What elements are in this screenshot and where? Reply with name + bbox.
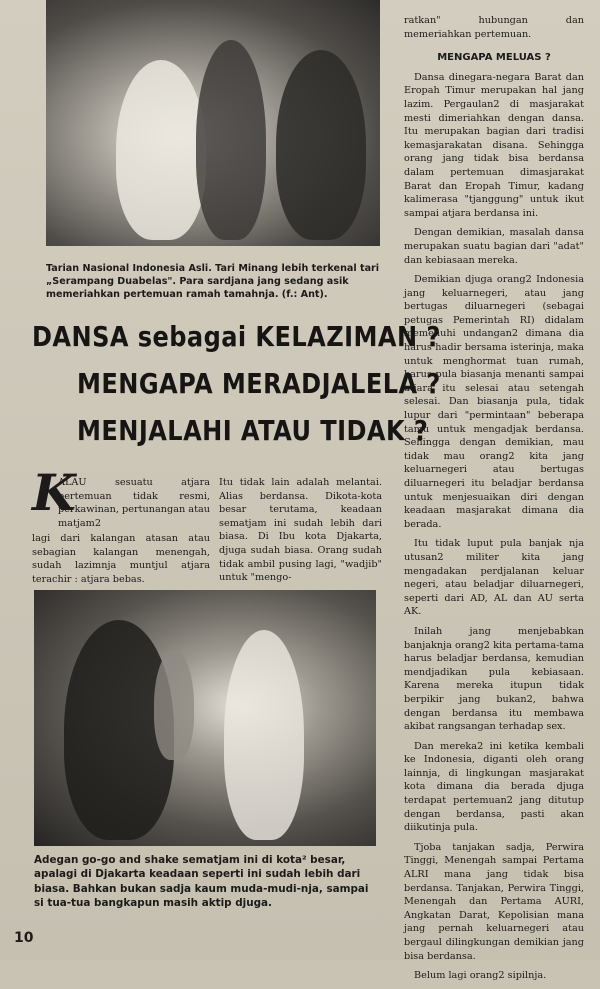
page-number: 10 — [14, 930, 34, 946]
paragraph: Tjoba tanjakan sadja, Perwira Tinggi, Menengah sampai Pertama ALRI mana jang tidak bisa berdansa. Tanjakan, Perwira Tinggi, Menengah dan Pertama AURI, Angkatan Darat, Kepolisian mana jang pernah keluarnegeri atau bergaul dilingkungan demikian jang bisa berdansa. — [404, 841, 584, 962]
headline-line-2: MENGAPA MERADJALELA ? — [77, 367, 441, 400]
paragraph: Dengan demikian, masalah dansa merupakan suatu bagian dari "adat" dan kebiasaan mereka. — [404, 227, 584, 266]
paragraph: Itu tidak luput pula banjak nja utusan2 militer kita jang mengadakan perdjalanan keluar negeri, atau beladjar diluarnegeri, seperti dari AD, AL dan AU serta AK. — [404, 538, 584, 618]
article-lead-rest: lagi dari kalangan atasan atau sebagian kalangan menengah, sudah lazimnja muntjul atjara terachir : atjara bebas. — [32, 533, 210, 585]
section-subhead: MENGAPA MELUAS ? — [437, 52, 551, 64]
dance-photo-bottom — [34, 590, 376, 846]
article-lead-first: ALAU sesuatu atjara pertemuan tidak resmi, perkawinan, pertunangan atau matjam2 — [58, 477, 210, 529]
drop-cap: K — [32, 463, 76, 522]
dance-photo-top — [46, 0, 380, 246]
paragraph: Belum lagi orang2 sipilnja. — [414, 970, 547, 982]
article-middle-column: Itu tidak lain adalah melantai. Alias berdansa. Dikota-kota besar terutama, keadaan sematjam ini sudah lebih dari biasa. Di Ibu kota Djakarta, djuga sudah biasa. Orang sudah tidak ambil pusing lagi, "wadjib" untuk "mengo- — [219, 477, 382, 584]
paragraph: Dansa dinegara-negara Barat dan Eropah Timur merupakan hal jang lazim. Pergaulan2 di masjarakat mesti dimeriahkan dengan dansa. Itu merupakan bagian dari tradisi kemasjarakatan disana. Sehingga orang jang tidak bisa berdansa dalam pertemuan dimasjarakat Barat dan Eropah Timur, kadang kalimerasa "tjanggung" untuk ikut sampai atjara berdansa ini. — [404, 71, 584, 219]
headline-line-1: DANSA sebagai KELAZIMAN ? — [32, 320, 441, 353]
paragraph: Inilah jang menjebabkan banjaknja orang2 kita pertama-tama harus beladjar berdansa, kemudian mendjadikan pula kebiasaan. Karena mereka itupun tidak berpikir jang bukan2, bahwa dengan berdansa itu membawa akibat rangsangan terhadap sex. — [404, 625, 584, 733]
headline-line-3: MENJALAHI ATAU TIDAK ? — [77, 414, 429, 447]
photo-bottom-caption: Adegan go-go and shake sematjam ini di kota² besar, apalagi di Djakarta keadaan seperti ini sudah lebih dari biasa. Bahkan bukan sadja kaum muda-mudi-nja, sampai si tua-tua bangkapun masih aktip djuga. — [34, 854, 369, 910]
right-column-lead: ratkan" hubungan dan memeriahkan pertemuan. — [404, 15, 584, 40]
photo-top-caption: Tarian Nasional Indonesia Asli. Tari Minang lebih terkenal tari „Serampang Duabelas". Para sardjana jang sedang asik memeriahkan pertemuan ramah tamahnja. (f.: Ant). — [46, 263, 380, 300]
paragraph: Demikian djuga orang2 Indonesia jang keluarnegeri, atau jang bertugas diluarnegeri (sebagai petugas Pemerintah RI) didalam memenuhi undangan2 dimana dia harus hadir bersama isterinja, maka untuk menghormat tuan rumah, harus pula biasanja menanti sampai atjara itu selesai atau setengah selesai. Dan biasanja pula, tidak lupur dari "permintaan" beberapa tamu untuk mengadjak berdansa. Sehingga dengan demikian, mau tidak mau orang2 kita jang keluarnegeri atau bertugas diluarnegeri itu beladjar berdansa untuk menjesuaikan diri dengan keadaan masjarakat dimana dia berada. — [404, 274, 584, 530]
article-right-column — [404, 14, 584, 989]
paragraph: Dan mereka2 ini ketika kembali ke Indonesia, diganti oleh orang lainnja, di lingkungan masjarakat kota dimana dia berada djuga terdapat pertemuan2 jang ditutup dengan berdansa, pasti akan diikutinja pula. — [404, 740, 584, 834]
